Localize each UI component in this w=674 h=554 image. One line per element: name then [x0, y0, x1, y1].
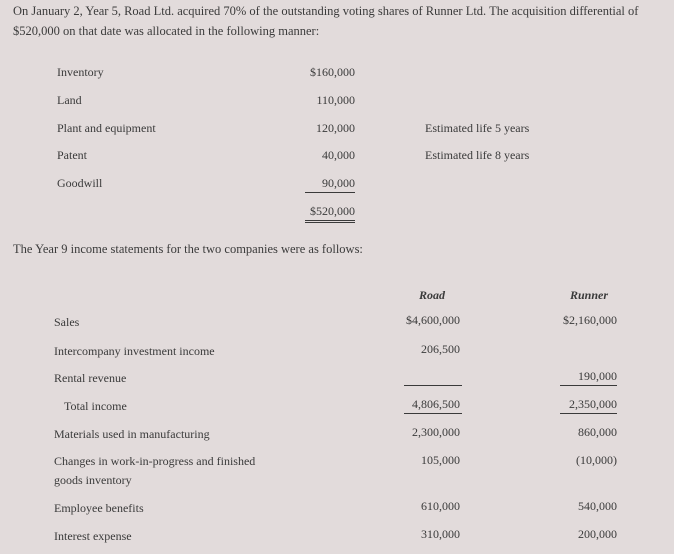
is-label-rental: Rental revenue	[54, 371, 127, 385]
is-road-materials: 2,300,000	[412, 425, 460, 439]
is-runner-interest-expense: 200,000	[578, 527, 617, 541]
allocation-amount-inventory: $160,000	[310, 65, 355, 79]
is-runner-employee-benefits: 540,000	[578, 499, 617, 513]
allocation-label-land: Land	[57, 93, 82, 107]
is-road-changes-wip: 105,000	[421, 453, 460, 467]
is-label-interest-expense: Interest expense	[54, 529, 132, 543]
is-road-sales: $4,600,000	[406, 313, 460, 327]
is-label-changes-wip: Changes in work-in-progress and finished goods inventory	[54, 454, 256, 487]
is-runner-changes-wip: (10,000)	[576, 453, 617, 467]
road-total-underline	[404, 413, 462, 414]
runner-rental-underline	[560, 385, 617, 386]
is-label-total-income: Total income	[64, 399, 127, 413]
is-runner-sales: $2,160,000	[563, 313, 617, 327]
allocation-amount-patent: 40,000	[322, 148, 355, 162]
allocation-amount-land: 110,000	[316, 93, 355, 107]
is-runner-materials: 860,000	[578, 425, 617, 439]
allocation-label-patent: Patent	[57, 148, 87, 162]
is-runner-total-income: 2,350,000	[569, 397, 617, 411]
is-road-employee-benefits: 610,000	[421, 499, 460, 513]
road-rental-underline	[404, 385, 462, 386]
allocation-amount-plant: 120,000	[316, 121, 355, 135]
allocation-note-plant: Estimated life 5 years	[425, 121, 530, 135]
intro-paragraph: On January 2, Year 5, Road Ltd. acquired 70% of the outstanding voting shares of Runner Ltd. The acquisition differential of $520,000 on that date was allocated in the following manner:	[13, 4, 639, 38]
income-intro: The Year 9 income statements for the two companies were as follows:	[13, 242, 363, 256]
is-runner-rental: 190,000	[578, 369, 617, 383]
runner-total-underline	[560, 413, 617, 414]
allocation-total: $520,000	[305, 204, 355, 223]
is-label-intercompany: Intercompany investment income	[54, 344, 215, 358]
is-label-employee-benefits: Employee benefits	[54, 501, 144, 515]
header-runner: Runner	[569, 288, 609, 302]
is-road-intercompany: 206,500	[421, 342, 460, 356]
allocation-label-inventory: Inventory	[57, 65, 104, 79]
is-label-materials: Materials used in manufacturing	[54, 427, 210, 441]
allocation-label-plant: Plant and equipment	[57, 121, 156, 135]
allocation-label-goodwill: Goodwill	[57, 176, 103, 190]
is-label-sales: Sales	[54, 315, 80, 329]
is-road-total-income: 4,806,500	[412, 397, 460, 411]
allocation-amount-goodwill: 90,000	[305, 176, 355, 193]
allocation-note-patent: Estimated life 8 years	[425, 148, 530, 162]
header-road: Road	[418, 288, 445, 302]
is-road-interest-expense: 310,000	[421, 527, 460, 541]
